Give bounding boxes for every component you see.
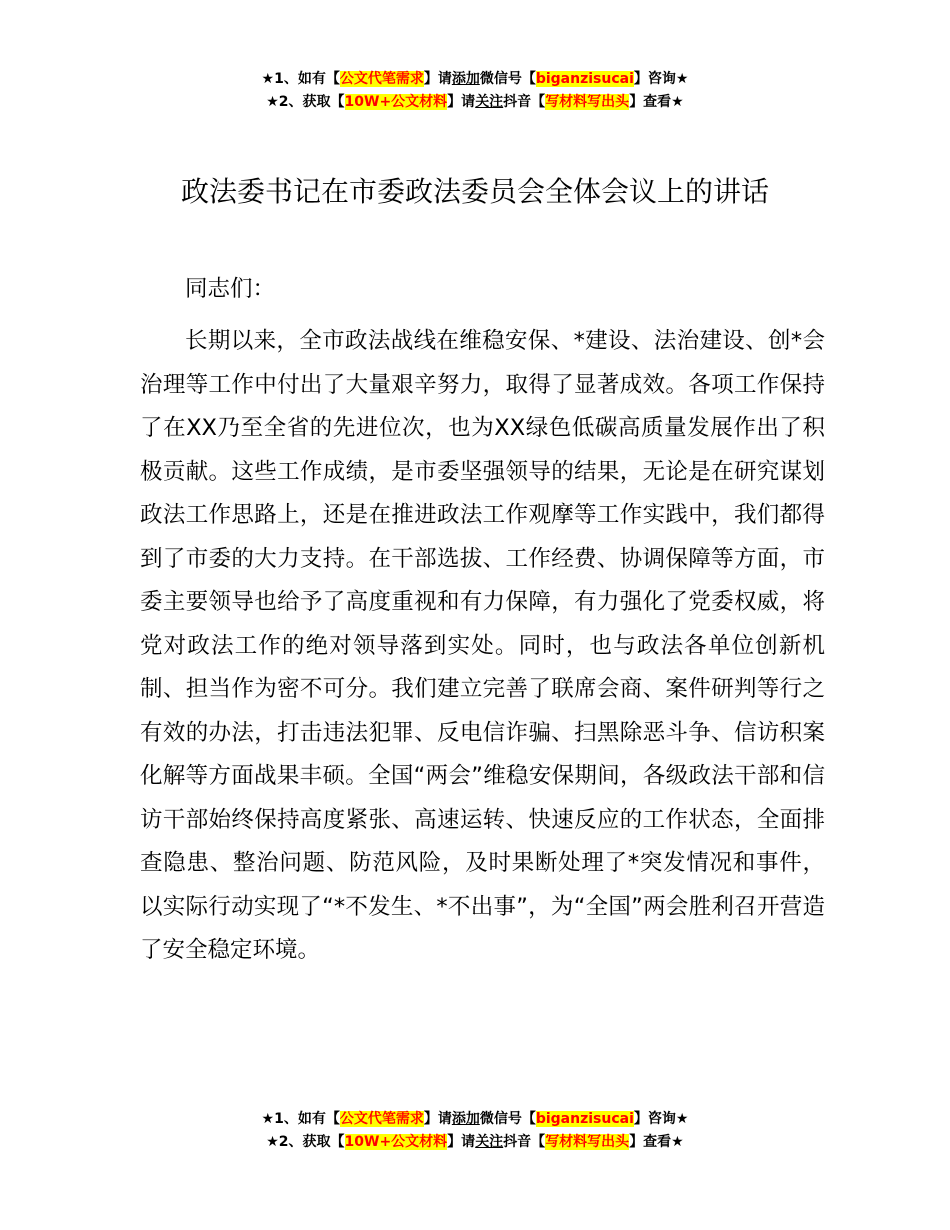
- salutation: 同志们：: [185, 276, 276, 302]
- banner-line-2: ★2、获取【10W+公文材料】请关注抖音【写材料写出头】查看★: [266, 94, 684, 110]
- highlight-douyin-id: 写材料写出头: [545, 1134, 630, 1150]
- highlight-douyin-id: 写材料写出头: [545, 94, 630, 110]
- highlight-service: 公文代笔需求: [339, 1111, 424, 1127]
- highlight-wechat-id: biganzisucai: [535, 1111, 634, 1127]
- banner-line-1: ★1、如有【公文代笔需求】请添加微信号【biganzisucai】咨询★: [261, 1111, 689, 1127]
- body-paragraph: 长期以来，全市政法战线在维稳安保、*建设、法治建设、创*会治理等工作中付出了大量艰辛努力，取得了显著成效。各项工作保持了在XX乃至全省的先进位次，也为XX绿色低碳高质量发展作出了积极贡献。这些工作成绩，是市委坚强领导的结果，无论是在研究谋划政法工作思路上，还是在推进政法工作观摩等工作实践中，我们都得到了市委的大力支持。在干部选拔、工作经费、协调保障等方面，市委主要领导也给予了高度重视和有力保障，有力强化了党委权威，将党对政法工作的绝对领导落到实处。同时，也与政法各单位创新机制、担当作为密不可分。我们建立完善了联席会商、案件研判等行之有效的办法，打击违法犯罪、反电信诈骗、扫黑除恶斗争、信访积案化解等方面战果丰硕。全国“两会”维稳安保期间，各级政法干部和信访干部始终保持高度紧张、高速运转、快速反应的工作状态，全面排查隐患、整治问题、防范风险，及时果断处理了*突发情况和事件，以实际行动实现了“*不发生、*不出事”，为“全国”两会胜利召开营造了安全稳定环境。: [140, 328, 825, 963]
- header-banner: [0, 68, 950, 114]
- highlight-materials: 10W+公文材料: [344, 94, 448, 110]
- footer-banner: [0, 1108, 950, 1154]
- highlight-wechat-id: biganzisucai: [535, 71, 634, 87]
- highlight-materials: 10W+公文材料: [344, 1134, 448, 1150]
- banner-line-1: ★1、如有【公文代笔需求】请添加微信号【biganzisucai】咨询★: [261, 71, 689, 87]
- banner-line-2: ★2、获取【10W+公文材料】请关注抖音【写材料写出头】查看★: [266, 1134, 684, 1150]
- highlight-service: 公文代笔需求: [339, 71, 424, 87]
- document-title: 政法委书记在市委政法委员会全体会议上的讲话: [180, 175, 769, 208]
